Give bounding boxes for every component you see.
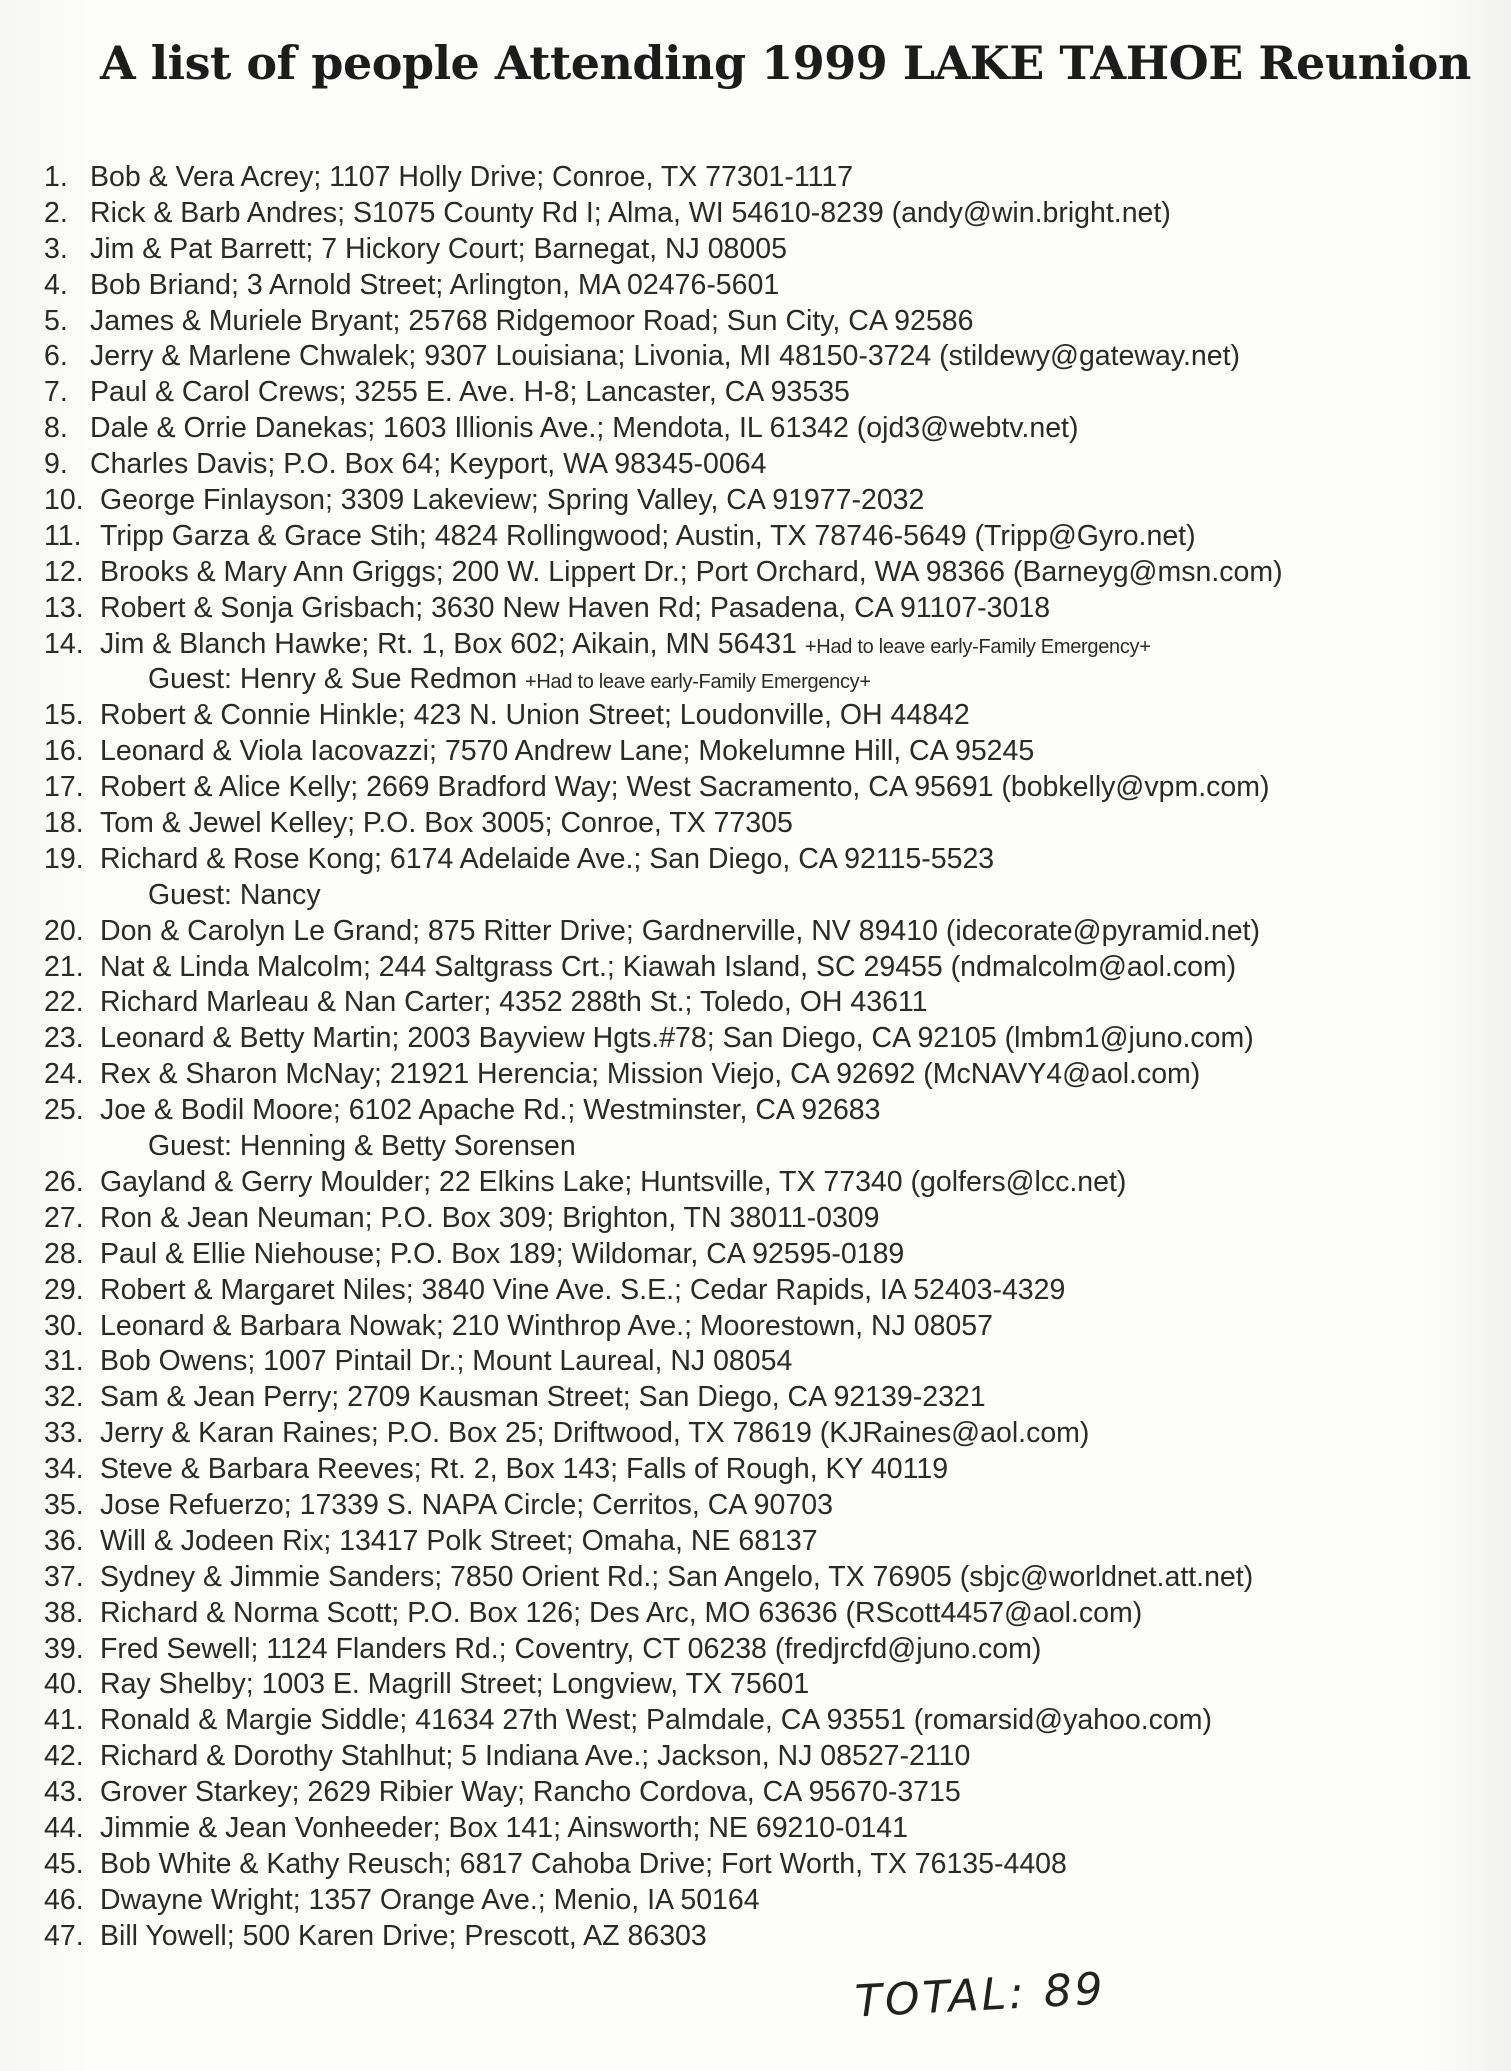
item-number: 32. — [44, 1381, 84, 1414]
list-item — [44, 950, 1484, 986]
item-text: Rex & Sharon McNay; 21921 Herencia; Mission Viejo, CA 92692 (McNAVY4@aol.com) — [100, 1058, 1201, 1091]
list-item — [44, 1524, 1484, 1560]
item-text: Robert & Sonja Grisbach; 3630 New Haven Rd; Pasadena, CA 91107-3018 — [100, 591, 1051, 624]
item-number: 18. — [44, 807, 84, 840]
item-text: Will & Jodeen Rix; 13417 Polk Street; Omaha, NE 68137 — [100, 1524, 818, 1557]
item-text: Ray Shelby; 1003 E. Magrill Street; Longview, TX 75601 — [100, 1668, 810, 1701]
item-text: Sam & Jean Perry; 2709 Kausman Street; San Diego, CA 92139-2321 — [100, 1381, 986, 1414]
item-text: Jose Refuerzo; 17339 S. NAPA Circle; Cerritos, CA 90703 — [100, 1488, 833, 1521]
item-number: 47. — [44, 1919, 84, 1952]
item-number: 40. — [44, 1668, 84, 1701]
list-item — [44, 842, 1484, 878]
item-text: Bill Yowell; 500 Karen Drive; Prescott, AZ 86303 — [100, 1919, 707, 1952]
item-text: Dwayne Wright; 1357 Orange Ave.; Menio, IA 50164 — [100, 1883, 760, 1916]
document-title: A list of people Attending 1999 LAKE TAHOE Reunion — [100, 36, 1471, 90]
item-text: Richard & Norma Scott; P.O. Box 126; Des Arc, MO 63636 (RScott4457@aol.com) — [100, 1596, 1143, 1629]
list-item — [44, 1057, 1484, 1093]
item-text: Jerry & Marlene Chwalek; 9307 Louisiana; Livonia, MI 48150-3724 (stildewy@gateway.net) — [90, 340, 1241, 373]
list-item — [44, 1344, 1484, 1380]
list-item — [44, 1596, 1484, 1632]
item-text: Jerry & Karan Raines; P.O. Box 25; Driftwood, TX 78619 (KJRaines@aol.com) — [100, 1417, 1090, 1450]
list-item — [44, 1201, 1484, 1237]
list-item — [44, 1560, 1484, 1596]
item-text: Bob Briand; 3 Arnold Street; Arlington, MA 02476-5601 — [90, 268, 780, 301]
item-number: 33. — [44, 1417, 84, 1450]
item-number: 27. — [44, 1201, 84, 1234]
list-item — [44, 1739, 1484, 1775]
item-number: 25. — [44, 1094, 84, 1127]
list-item — [44, 375, 1484, 411]
item-number: 26. — [44, 1165, 84, 1198]
item-number: 28. — [44, 1237, 84, 1270]
item-text: Don & Carolyn Le Grand; 875 Ritter Drive; Gardnerville, NV 89410 (idecorate@pyramid.net) — [100, 914, 1260, 947]
list-item — [44, 1811, 1484, 1847]
list-item — [44, 160, 1484, 196]
item-number: 10. — [44, 484, 84, 517]
item-text: Grover Starkey; 2629 Ribier Way; Rancho Cordova, CA 95670-3715 — [100, 1776, 961, 1809]
list-item — [44, 1273, 1484, 1309]
guest-text: Guest: Henry & Sue Redmon — [148, 663, 526, 696]
list-item — [44, 411, 1484, 447]
item-text: Sydney & Jimmie Sanders; 7850 Orient Rd.; San Angelo, TX 76905 (sbjc@worldnet.att.net) — [100, 1560, 1254, 1593]
list-item — [44, 1093, 1484, 1129]
item-number: 3. — [44, 232, 68, 265]
item-number: 31. — [44, 1345, 84, 1378]
item-text: Tom & Jewel Kelley; P.O. Box 3005; Conroe, TX 77305 — [100, 807, 793, 840]
item-text: Richard & Rose Kong; 6174 Adelaide Ave.; San Diego, CA 92115-5523 — [100, 842, 995, 875]
item-number: 34. — [44, 1453, 84, 1486]
guest-text: Guest: Henning & Betty Sorensen — [148, 1130, 576, 1163]
list-item — [44, 1237, 1484, 1273]
item-text: Leonard & Viola Iacovazzi; 7570 Andrew Lane; Mokelumne Hill, CA 95245 — [100, 735, 1035, 768]
item-number: 15. — [44, 699, 84, 732]
item-text: Bob Owens; 1007 Pintail Dr.; Mount Laureal, NJ 08054 — [100, 1345, 793, 1378]
item-number: 13. — [44, 591, 84, 624]
list-item — [44, 1416, 1484, 1452]
item-text: Ron & Jean Neuman; P.O. Box 309; Brighton, TN 38011-0309 — [100, 1201, 880, 1234]
list-item — [44, 1667, 1484, 1703]
list-item — [44, 483, 1484, 519]
list-item — [44, 339, 1484, 375]
item-text: George Finlayson; 3309 Lakeview; Spring Valley, CA 91977-2032 — [100, 484, 925, 517]
list-item — [44, 698, 1484, 734]
item-number: 16. — [44, 735, 84, 768]
list-item — [44, 555, 1484, 591]
item-number: 39. — [44, 1632, 84, 1665]
item-number: 5. — [44, 304, 68, 337]
item-number: 41. — [44, 1704, 84, 1737]
item-number: 12. — [44, 555, 84, 588]
item-number: 2. — [44, 196, 68, 229]
item-number: 23. — [44, 1022, 84, 1055]
item-text: Brooks & Mary Ann Griggs; 200 W. Lippert Dr.; Port Orchard, WA 98366 (Barneyg@msn.com) — [100, 555, 1283, 588]
item-text: Tripp Garza & Grace Stih; 4824 Rollingwood; Austin, TX 78746-5649 (Tripp@Gyro.net) — [100, 519, 1196, 552]
list-item — [44, 1883, 1484, 1919]
item-number: 22. — [44, 986, 84, 1019]
item-text: Charles Davis; P.O. Box 64; Keyport, WA 98345-0064 — [90, 448, 767, 481]
list-item — [44, 734, 1484, 770]
item-text: Leonard & Barbara Nowak; 210 Winthrop Ave.; Moorestown, NJ 08057 — [100, 1309, 993, 1342]
item-number: 7. — [44, 376, 68, 409]
list-item — [44, 985, 1484, 1021]
item-number: 36. — [44, 1524, 84, 1557]
item-text: Gayland & Gerry Moulder; 22 Elkins Lake; Huntsville, TX 77340 (golfers@lcc.net) — [100, 1165, 1127, 1198]
item-text: Leonard & Betty Martin; 2003 Bayview Hgts.#78; San Diego, CA 92105 (lmbm1@juno.com) — [100, 1022, 1254, 1055]
list-item — [44, 914, 1484, 950]
item-number: 30. — [44, 1309, 84, 1342]
item-text: Jim & Pat Barrett; 7 Hickory Court; Barnegat, NJ 08005 — [90, 232, 787, 265]
item-text: Fred Sewell; 1124 Flanders Rd.; Coventry, CT 06238 (fredjrcfd@juno.com) — [100, 1632, 1042, 1665]
item-text: Ronald & Margie Siddle; 41634 27th West; Palmdale, CA 93551 (romarsid@yahoo.com) — [100, 1704, 1212, 1737]
item-text: Robert & Alice Kelly; 2669 Bradford Way; West Sacramento, CA 95691 (bobkelly@vpm.com) — [100, 771, 1270, 804]
list-item — [44, 1165, 1484, 1201]
list-item — [44, 770, 1484, 806]
item-number: 35. — [44, 1488, 84, 1521]
item-number: 17. — [44, 771, 84, 804]
item-note: +Had to leave early-Family Emergency+ — [525, 671, 871, 694]
item-text: Nat & Linda Malcolm; 244 Saltgrass Crt.; Kiawah Island, SC 29455 (ndmalcolm@aol.com) — [100, 950, 1237, 983]
list-item — [44, 232, 1484, 268]
item-number: 11. — [44, 519, 82, 552]
list-item — [44, 196, 1484, 232]
guest-line — [44, 878, 1484, 914]
guest-text: Guest: Nancy — [148, 878, 321, 911]
list-item — [44, 1021, 1484, 1057]
item-number: 43. — [44, 1776, 84, 1809]
list-item — [44, 1452, 1484, 1488]
item-number: 24. — [44, 1058, 84, 1091]
item-text: Richard & Dorothy Stahlhut; 5 Indiana Ave.; Jackson, NJ 08527-2110 — [100, 1740, 971, 1773]
handwritten-total: TOTAL: 89 — [853, 1963, 1107, 2028]
item-note: +Had to leave early-Family Emergency+ — [804, 635, 1151, 658]
list-item — [44, 1380, 1484, 1416]
item-number: 4. — [44, 268, 68, 301]
list-item — [44, 268, 1484, 304]
item-text: Bob & Vera Acrey; 1107 Holly Drive; Conroe, TX 77301-1117 — [90, 161, 854, 193]
item-text: Paul & Carol Crews; 3255 E. Ave. H-8; Lancaster, CA 93535 — [90, 376, 850, 409]
list-item — [44, 627, 1484, 663]
item-number: 29. — [44, 1273, 84, 1306]
item-text: Bob White & Kathy Reusch; 6817 Cahoba Drive; Fort Worth, TX 76135-4408 — [100, 1847, 1067, 1880]
item-text: Dale & Orrie Danekas; 1603 Illionis Ave.; Mendota, IL 61342 (ojd3@webtv.net) — [90, 412, 1079, 445]
list-item — [44, 1488, 1484, 1524]
item-text: Robert & Connie Hinkle; 423 N. Union Street; Loudonville, OH 44842 — [100, 699, 970, 732]
item-text: Joe & Bodil Moore; 6102 Apache Rd.; Westminster, CA 92683 — [100, 1094, 881, 1127]
item-text: Paul & Ellie Niehouse; P.O. Box 189; Wildomar, CA 92595-0189 — [100, 1237, 905, 1270]
attendee-list — [44, 160, 1484, 1955]
list-item — [44, 806, 1484, 842]
guest-line — [44, 1129, 1484, 1165]
list-item — [44, 1632, 1484, 1668]
item-number: 14. — [44, 627, 84, 660]
list-item — [44, 447, 1484, 483]
item-number: 8. — [44, 412, 68, 445]
item-number: 19. — [44, 842, 84, 875]
list-item — [44, 591, 1484, 627]
item-number: 6. — [44, 340, 68, 373]
list-item — [44, 1309, 1484, 1345]
item-text: Richard Marleau & Nan Carter; 4352 288th St.; Toledo, OH 43611 — [100, 986, 928, 1019]
item-text: Steve & Barbara Reeves; Rt. 2, Box 143; Falls of Rough, KY 40119 — [100, 1453, 949, 1486]
item-number: 21. — [44, 950, 84, 983]
list-item — [44, 1847, 1484, 1883]
item-number: 42. — [44, 1740, 84, 1773]
list-item — [44, 1919, 1484, 1955]
list-item — [44, 304, 1484, 340]
item-number: 9. — [44, 448, 68, 481]
guest-line — [44, 662, 1484, 698]
item-text: Jim & Blanch Hawke; Rt. 1, Box 602; Aikain, MN 56431 — [100, 627, 805, 660]
item-text: Robert & Margaret Niles; 3840 Vine Ave. S.E.; Cedar Rapids, IA 52403-4329 — [100, 1273, 1066, 1306]
list-item — [44, 1703, 1484, 1739]
item-number: 37. — [44, 1560, 84, 1593]
item-number: 1. — [44, 161, 68, 193]
item-text: Jimmie & Jean Vonheeder; Box 141; Ainsworth; NE 69210-0141 — [100, 1811, 908, 1844]
item-text: James & Muriele Bryant; 25768 Ridgemoor Road; Sun City, CA 92586 — [90, 304, 974, 337]
item-number: 20. — [44, 914, 84, 947]
list-item — [44, 1775, 1484, 1811]
item-text: Rick & Barb Andres; S1075 County Rd I; Alma, WI 54610-8239 (andy@win.bright.net) — [90, 196, 1171, 229]
item-number: 45. — [44, 1847, 84, 1880]
item-number: 46. — [44, 1883, 84, 1916]
item-number: 44. — [44, 1811, 84, 1844]
item-number: 38. — [44, 1596, 84, 1629]
list-item — [44, 519, 1484, 555]
